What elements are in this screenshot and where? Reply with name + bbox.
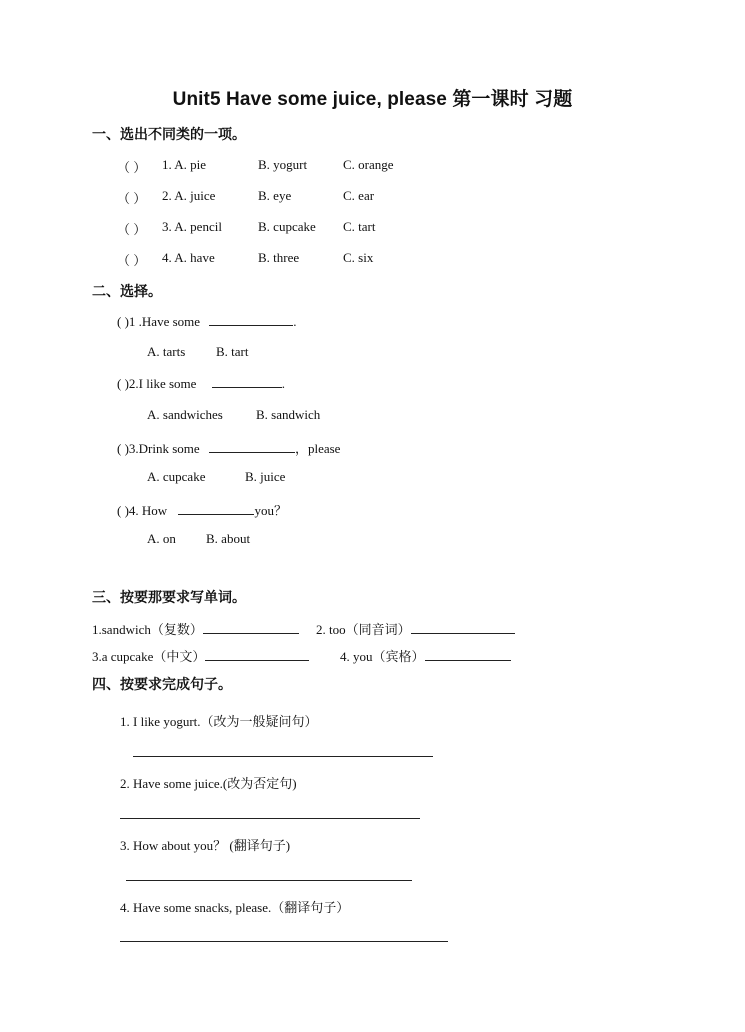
question-end: you？ [254,503,287,518]
option-a: A. tarts [147,344,186,359]
option-c: C. tart [343,219,376,234]
answer-paren: （ ） [117,253,147,268]
section-3-question [316,619,515,638]
question-text: 3.a cupcake（中文） [92,649,206,664]
option-b: B. about [206,531,251,546]
section-4-question: 1. I like yogurt.（改为一般疑问句） [120,714,318,729]
option-c: C. orange [343,157,394,172]
question-text: 1.sandwich（复数） [92,622,203,637]
option-b: B. three [258,250,300,265]
answer-line [133,756,433,757]
answer-paren: （ ） [117,191,147,206]
option-a: 1. A. pie [162,157,207,172]
section-4-heading: 四、按要求完成句子。 [92,677,232,693]
section-2-question [117,438,340,457]
question-text: 1 .Have some [128,314,201,329]
answer-line [120,941,448,942]
answer-paren: ( ) [117,441,129,456]
section-3-heading: 三、按要那要求写单词。 [92,590,246,606]
option-b: B. tart [216,344,249,359]
option-a: 3. A. pencil [162,219,222,234]
option-b: B. sandwich [256,407,321,422]
option-b: B. cupcake [258,219,316,234]
option-a: 4. A. have [162,250,215,265]
answer-paren: （ ） [117,160,147,175]
answer-paren: ( ) [117,376,129,391]
question-end: . [281,376,285,391]
question-text: 3.Drink some [128,441,200,456]
question-text: 4. you（宾格） [340,649,425,664]
section-2-question [117,500,287,519]
fill-blank [425,648,511,661]
section-1-heading: 一、选出不同类的一项。 [92,127,246,143]
question-end: . [293,314,297,329]
section-4-question: 3. How about you？ (翻译句子) [120,838,291,853]
section-4-question: 4. Have some snacks, please.（翻译句子） [120,900,350,915]
answer-paren: ( ) [117,314,129,329]
option-a: A. sandwiches [147,407,223,422]
section-3-question [92,646,309,665]
answer-line [126,880,412,881]
fill-blank [209,313,293,326]
option-a: A. on [147,531,176,546]
fill-blank [203,621,299,634]
fill-blank [209,440,295,453]
section-3-question [92,619,299,638]
option-b: B. eye [258,188,292,203]
fill-blank [178,502,254,515]
question-text: 2. too（同音词） [316,622,411,637]
option-b: B. yogurt [258,157,308,172]
option-c: C. six [343,250,374,265]
answer-paren: （ ） [117,222,147,237]
section-2-heading: 二、选择。 [92,284,162,300]
answer-paren: ( ) [117,503,129,518]
question-text: 2.I like some [128,376,197,391]
section-2-question [117,313,297,330]
fill-blank [411,621,515,634]
section-4-question: 2. Have some juice.(改为否定句) [120,776,297,791]
question-end: ，please [294,441,341,456]
section-2-question [117,375,285,392]
fill-blank [205,648,309,661]
option-b: B. juice [245,469,286,484]
question-text: 4. How [128,503,168,518]
option-a: 2. A. juice [162,188,216,203]
fill-blank [212,375,282,388]
worksheet-title: Unit5 Have some juice, please 第一课时 习题 [172,89,573,110]
option-c: C. ear [343,188,375,203]
option-a: A. cupcake [147,469,206,484]
answer-line [120,818,420,819]
section-3-question [340,646,511,665]
